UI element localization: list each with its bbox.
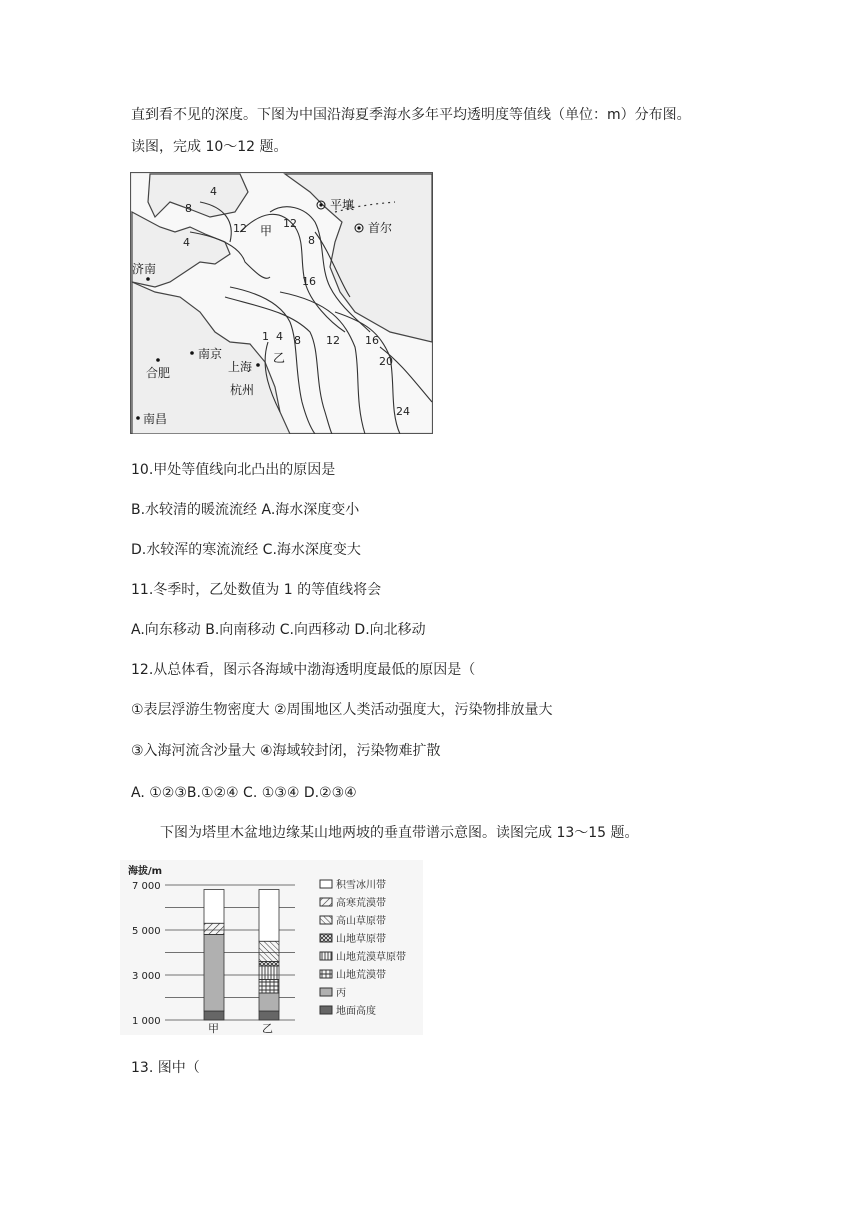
city-label: 杭州: [230, 383, 255, 397]
legend-label: 高山草原带: [336, 916, 386, 927]
zone-segment: [259, 993, 279, 1011]
city-label: 南昌: [143, 412, 168, 426]
intro-line-1: 直到看不见的深度。下图为中国沿海夏季海水多年平均透明度等值线（单位：m）分布图。: [131, 107, 691, 123]
q12-stem: 12.从总体看，图示各海域中渤海透明度最低的原因是（: [131, 662, 476, 678]
q11-options: A.向东移动 B.向南移动 C.向西移动 D.向北移动: [131, 622, 426, 638]
legend-label: 丙: [336, 988, 346, 999]
legend-swatch: [320, 952, 332, 960]
city-label: 平壤: [330, 198, 355, 212]
legend-swatch: [320, 934, 332, 942]
q12-options: A. ①②③B.①②④ C. ①③④ D.②③④: [131, 785, 357, 801]
zone-segment: [259, 980, 279, 994]
marker-jia: 甲: [260, 224, 273, 238]
legend-swatch: [320, 880, 332, 888]
legend-swatch: [320, 1006, 332, 1014]
y-axis-title: 海拔/m: [128, 866, 163, 877]
legend-swatch: [320, 970, 332, 978]
marker-yi: 乙: [273, 351, 286, 365]
q12-statements-2: ③入海河流含沙量大 ④海域较封闭，污染物难扩散: [131, 743, 441, 759]
isoline-label: 16: [365, 334, 379, 347]
isoline-label: 20: [379, 355, 393, 368]
isoline-label: 1: [262, 330, 269, 343]
y-tick-label: 3 000: [132, 971, 161, 982]
zone-segment: [204, 890, 224, 924]
transparency-isoline-map: [130, 172, 433, 434]
zone-segment: [259, 1011, 279, 1020]
y-tick-label: 5 000: [132, 926, 161, 937]
isoline-label: 8: [185, 202, 192, 215]
q13-stem: 13. 图中（: [131, 1060, 200, 1076]
zone-segment: [259, 941, 279, 961]
isoline-label: 4: [210, 185, 217, 198]
isoline-label: 4: [276, 330, 283, 343]
isoline-label: 12: [283, 217, 297, 230]
legend-label: 山地草原带: [336, 934, 386, 945]
zone-segment: [204, 1011, 224, 1020]
intro-line-2: 读图，完成 10～12 题。: [131, 139, 288, 155]
legend-swatch: [320, 988, 332, 996]
q10-options-row1: B.水较清的暖流流经 A.海水深度变小: [131, 502, 360, 518]
legend-label: 积雪冰川带: [336, 880, 386, 891]
q10-stem: 10.甲处等值线向北凸出的原因是: [131, 462, 336, 478]
zone-segment: [259, 966, 279, 980]
isoline-label: 12: [233, 222, 247, 235]
isoline-label: 4: [183, 236, 190, 249]
q11-stem: 11.冬季时，乙处数值为 1 的等值线将会: [131, 582, 382, 598]
intro-13-15: 下图为塔里木盆地边缘某山地两坡的垂直带谱示意图。读图完成 13～15 题。: [160, 825, 639, 841]
city-label: 南京: [198, 347, 223, 361]
zone-segment: [259, 962, 279, 967]
x-label-jia: 甲: [208, 1022, 219, 1035]
isoline-label: 8: [294, 334, 301, 347]
city-label: 首尔: [368, 221, 393, 235]
x-label-yi: 乙: [262, 1022, 273, 1035]
city-label: 合肥: [146, 366, 171, 380]
zone-segment: [259, 890, 279, 942]
city-label: 济南: [132, 262, 157, 276]
y-tick-label: 1 000: [132, 1016, 161, 1027]
zone-segment: [204, 935, 224, 1012]
legend-label: 地面高度: [336, 1006, 376, 1017]
legend-label: 山地荒漠带: [336, 970, 386, 981]
q10-options-row2: D.水较浑的寒流流经 C.海水深度变大: [131, 542, 361, 558]
isoline-label: 24: [396, 405, 410, 418]
city-label: 上海: [228, 360, 253, 374]
isoline-label: 8: [308, 234, 315, 247]
legend-swatch: [320, 916, 332, 924]
legend-swatch: [320, 898, 332, 906]
vertical-zonation-chart: [120, 860, 423, 1035]
legend-label: 山地荒漠草原带: [336, 952, 406, 963]
q12-statements-1: ①表层浮游生物密度大 ②周围地区人类活动强度大，污染物排放量大: [131, 702, 553, 718]
zone-segment: [204, 923, 224, 934]
isoline-label: 12: [326, 334, 340, 347]
legend-label: 高寒荒漠带: [336, 898, 386, 909]
isoline-label: 16: [302, 275, 316, 288]
y-tick-label: 7 000: [132, 881, 161, 892]
